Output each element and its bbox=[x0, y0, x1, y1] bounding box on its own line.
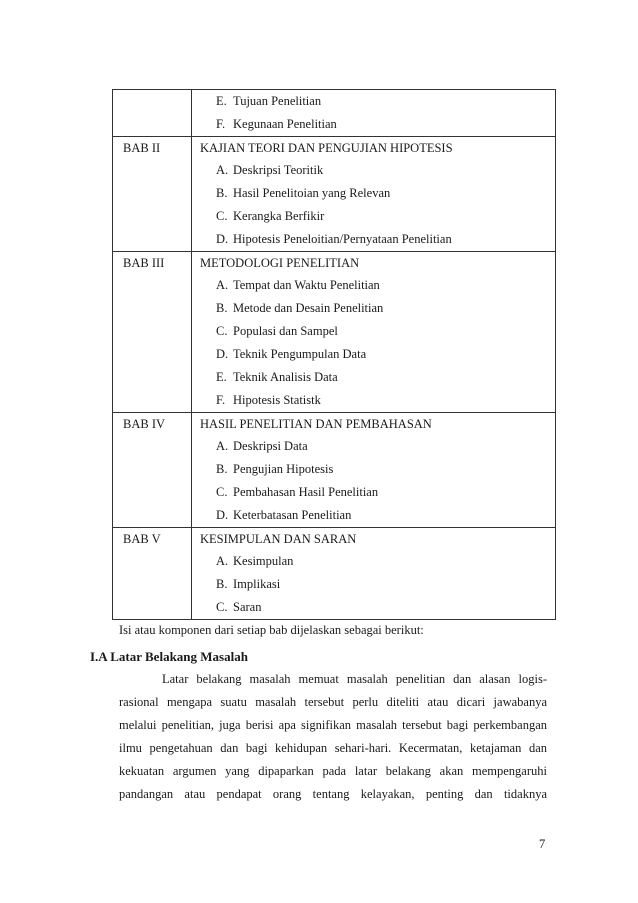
subsection-item bbox=[192, 113, 555, 136]
paragraph-line: pandangan atau pendapat orang tentang kelayakan, penting dan tidaknya bbox=[119, 787, 547, 801]
subsection-text: Saran bbox=[233, 600, 262, 614]
chapter-content-cell bbox=[192, 137, 556, 252]
paragraph-line: ilmu pengetahuan dan bagi kehidupan sehari-hari. Kecermatan, ketajaman dan bbox=[119, 741, 547, 755]
subsection-text: Implikasi bbox=[233, 577, 281, 591]
subsection-item bbox=[192, 182, 555, 205]
subsection-marker: C. bbox=[216, 209, 228, 223]
subsection-marker: D. bbox=[216, 347, 229, 361]
chapter-number: BAB II bbox=[123, 141, 161, 155]
paragraph-line: kekuatan argumen yang dipaparkan pada latar belakang akan mempengaruhi bbox=[119, 764, 547, 778]
subsection-text: Kegunaan Penelitian bbox=[233, 117, 337, 131]
subsection-marker: A. bbox=[216, 163, 229, 177]
subsection-item bbox=[192, 458, 555, 481]
subsection-marker: C. bbox=[216, 324, 228, 338]
subsection-item bbox=[192, 481, 555, 504]
chapter-number: BAB V bbox=[123, 532, 161, 546]
subsection-text: Kerangka Berfikir bbox=[233, 209, 325, 223]
subsection-marker: E. bbox=[216, 370, 227, 384]
subsection-marker: C. bbox=[216, 485, 228, 499]
chapter-number-cell bbox=[113, 252, 192, 413]
subsection-item bbox=[192, 320, 555, 343]
subsection-text: Hipotesis Peneloitian/Pernyataan Penelitian bbox=[233, 232, 452, 246]
chapter-title: HASIL PENELITIAN DAN PEMBAHASAN bbox=[200, 417, 432, 431]
subsection-text: Populasi dan Sampel bbox=[233, 324, 338, 338]
subsection-item bbox=[192, 550, 555, 573]
subsection-marker: B. bbox=[216, 186, 228, 200]
chapter-row bbox=[113, 528, 556, 620]
chapter-number-cell bbox=[113, 137, 192, 252]
subsection-item bbox=[192, 159, 555, 182]
subsection-text: Deskripsi Data bbox=[233, 439, 308, 453]
subsection-marker: B. bbox=[216, 301, 228, 315]
subsection-marker: E. bbox=[216, 94, 227, 108]
chapter-number: BAB IV bbox=[123, 417, 166, 431]
section-heading: I.A Latar Belakang Masalah bbox=[90, 649, 248, 664]
subsection-marker: C. bbox=[216, 600, 228, 614]
chapter-number bbox=[113, 90, 191, 112]
chapter-row bbox=[113, 252, 556, 413]
chapter-title: KESIMPULAN DAN SARAN bbox=[200, 532, 357, 546]
subsection-marker: A. bbox=[216, 278, 229, 292]
subsection-text: Kesimpulan bbox=[233, 554, 294, 568]
chapter-row bbox=[113, 413, 556, 528]
chapter-outline-table bbox=[112, 89, 556, 620]
chapter-row bbox=[113, 90, 556, 137]
subsection-marker: F. bbox=[216, 393, 226, 407]
subsection-marker: A. bbox=[216, 439, 229, 453]
subsection-item bbox=[192, 504, 555, 527]
paragraph-line: rasional mengapa suatu masalah tersebut perlu diteliti atau dicari jawabanya bbox=[119, 695, 547, 709]
subsection-text: Pengujian Hipotesis bbox=[233, 462, 334, 476]
chapter-number-cell bbox=[113, 528, 192, 620]
subsection-marker: D. bbox=[216, 508, 229, 522]
subsection-marker: D. bbox=[216, 232, 229, 246]
chapter-content-cell bbox=[192, 528, 556, 620]
chapter-title: METODOLOGI PENELITIAN bbox=[200, 256, 360, 270]
subsection-item bbox=[192, 228, 555, 251]
chapter-number-cell bbox=[113, 90, 192, 137]
subsection-marker: A. bbox=[216, 554, 229, 568]
chapter-content-cell bbox=[192, 252, 556, 413]
subsection-marker: B. bbox=[216, 462, 228, 476]
subsection-item bbox=[192, 389, 555, 412]
subsection-text: Pembahasan Hasil Penelitian bbox=[233, 485, 379, 499]
subsection-item bbox=[192, 297, 555, 320]
subsection-item bbox=[192, 596, 555, 619]
chapter-number: BAB III bbox=[123, 256, 165, 270]
chapter-content-cell bbox=[192, 413, 556, 528]
paragraph-line: melalui penelitian, juga berisi apa signifikan masalah tersebut bagi perkembangan bbox=[119, 718, 547, 732]
subsection-item bbox=[192, 205, 555, 228]
subsection-text: Hasil Penelitoian yang Relevan bbox=[233, 186, 391, 200]
subsection-item bbox=[192, 366, 555, 389]
intro-sentence: Isi atau komponen dari setiap bab dijelaskan sebagai berikut: bbox=[119, 623, 424, 637]
subsection-text: Tujuan Penelitian bbox=[233, 94, 322, 108]
subsection-marker: F. bbox=[216, 117, 226, 131]
subsection-marker: B. bbox=[216, 577, 228, 591]
page-number: 7 bbox=[539, 837, 546, 851]
subsection-item bbox=[192, 343, 555, 366]
chapter-content-cell bbox=[192, 90, 556, 137]
subsection-text: Teknik Pengumpulan Data bbox=[233, 347, 367, 361]
subsection-text: Metode dan Desain Penelitian bbox=[233, 301, 384, 315]
subsection-text: Deskripsi Teoritik bbox=[233, 163, 324, 177]
chapter-number-cell bbox=[113, 413, 192, 528]
subsection-text: Keterbatasan Penelitian bbox=[233, 508, 352, 522]
paragraph-line: Latar belakang masalah memuat masalah penelitian dan alasan logis- bbox=[162, 672, 547, 686]
chapter-row bbox=[113, 137, 556, 252]
subsection-item bbox=[192, 90, 555, 113]
chapter-title: KAJIAN TEORI DAN PENGUJIAN HIPOTESIS bbox=[200, 141, 453, 155]
subsection-item bbox=[192, 274, 555, 297]
subsection-text: Hipotesis Statistk bbox=[233, 393, 321, 407]
subsection-text: Teknik Analisis Data bbox=[233, 370, 338, 384]
body-paragraph bbox=[119, 668, 547, 806]
subsection-item bbox=[192, 573, 555, 596]
subsection-text: Tempat dan Waktu Penelitian bbox=[233, 278, 380, 292]
subsection-item bbox=[192, 435, 555, 458]
